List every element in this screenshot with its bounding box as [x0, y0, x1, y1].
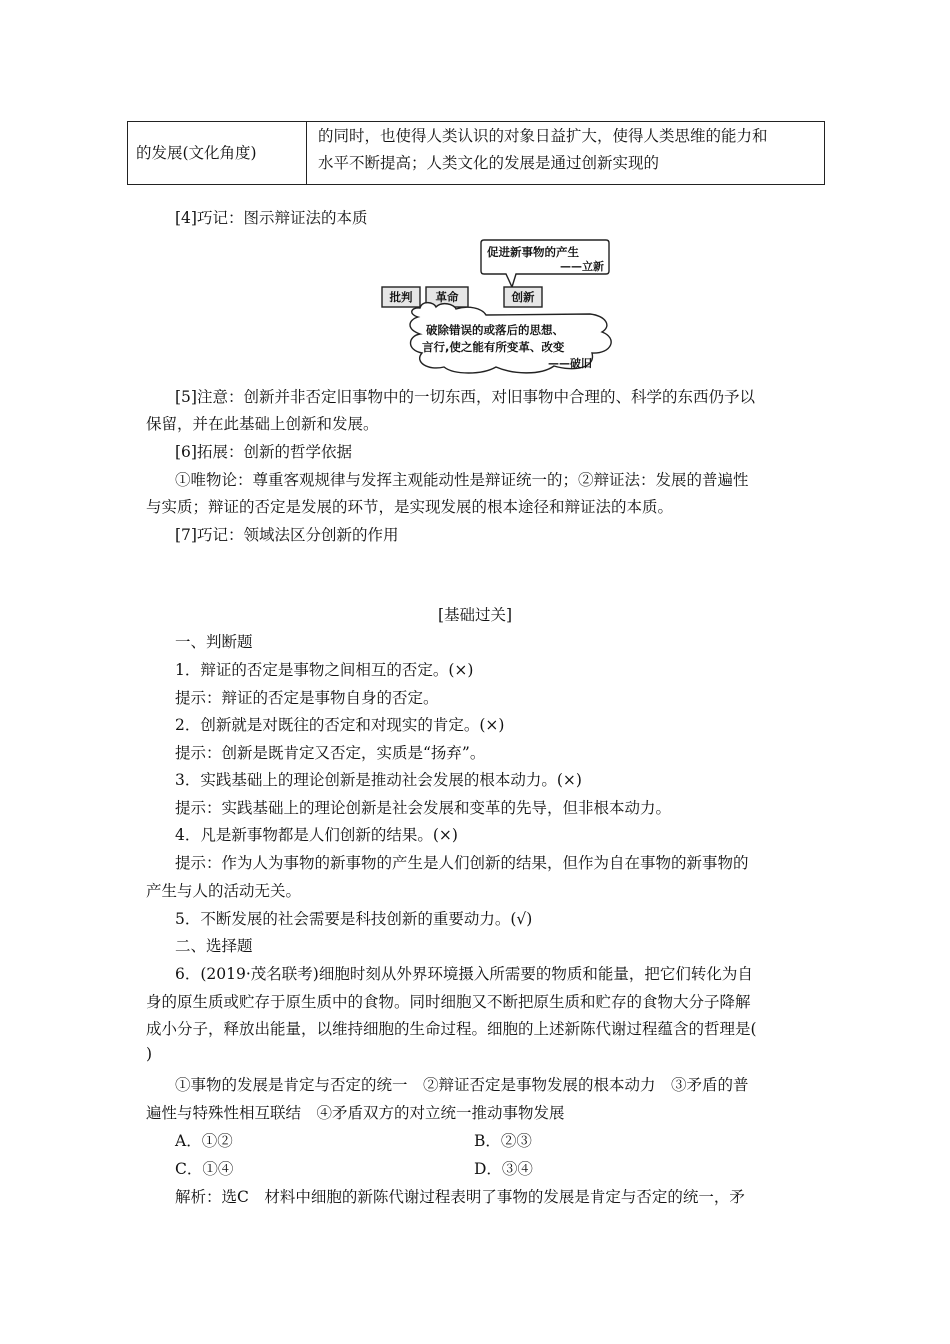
q6-line1: 6．(2019·茂名联考)细胞时刻从外界环境摄入所需要的物质和能量，把它们转化为自 [175, 965, 753, 983]
q6-line2: 身的原生质或贮存于原生质中的食物。同时细胞又不断把原生质和贮存的食物大分子降解 [146, 993, 751, 1011]
bottom-bubble-line1: 破除错误的或落后的思想、 [426, 323, 564, 337]
box-revolution: 革命 [435, 290, 459, 304]
option-c: C．①④ [175, 1160, 234, 1178]
summary-table [127, 121, 825, 185]
bottom-bubble-line3: ——破旧 [548, 357, 592, 370]
q3: 3．实践基础上的理论创新是推动社会发展的根本动力。(×) [175, 771, 582, 789]
option-d: D．③④ [474, 1160, 533, 1178]
q6-line4: ) [146, 1045, 153, 1063]
note5-line1: [5]注意：创新并非否定旧事物中的一切东西，对旧事物中合理的、科学的东西仍予以 [175, 388, 755, 406]
section-title: [基础过关] [437, 606, 513, 624]
note5-line2: 保留，并在此基础上创新和发展。 [146, 415, 379, 433]
q6-items-line2: 遍性与特殊性相互联结 ④矛盾双方的对立统一推动事物发展 [146, 1104, 565, 1122]
ext6-line1: ①唯物论：尊重客观规律与发挥主观能动性是辩证统一的；②辩证法：发展的普遍性 [175, 471, 749, 489]
top-bubble-line2: ——立新 [560, 260, 604, 273]
q6-line3: 成小分子，释放出能量，以维持细胞的生命过程。细胞的上述新陈代谢过程蕴含的哲理是( [146, 1020, 757, 1038]
table-left-cell: 的发展(文化角度) [128, 122, 307, 184]
box-innovation: 创新 [511, 290, 535, 304]
option-a: A．①② [175, 1132, 233, 1150]
analysis: 解析：选C 材料中细胞的新陈代谢过程表明了事物的发展是肯定与否定的统一，矛 [175, 1188, 745, 1206]
q6-items-line1: ①事物的发展是肯定与否定的统一 ②辩证否定是事物发展的根本动力 ③矛盾的普 [175, 1076, 749, 1094]
option-b: B．②③ [474, 1132, 532, 1150]
q3-hint: 提示：实践基础上的理论创新是社会发展和变革的先导，但非根本动力。 [175, 799, 672, 817]
bottom-bubble-line2: 言行,使之能有所变革、改变 [422, 340, 565, 354]
dialectics-diagram [378, 234, 618, 376]
tip4: [4]巧记：图示辩证法的本质 [175, 209, 368, 227]
q1-hint: 提示：辩证的否定是事物自身的否定。 [175, 689, 439, 707]
table-right-cell: 的同时，也使得人类认识的对象日益扩大，使得人类思维的能力和 水平不断提高；人类文化的发展是通过创新实现的 [318, 127, 768, 172]
ext6-heading: [6]拓展：创新的哲学依据 [175, 443, 352, 461]
part2-title: 二、选择题 [175, 937, 253, 955]
q4: 4．凡是新事物都是人们创新的结果。(×) [175, 826, 458, 844]
q1: 1．辩证的否定是事物之间相互的否定。(×) [175, 661, 474, 679]
ext6-line2: 与实质；辩证的否定是发展的环节，是实现发展的根本途径和辩证法的本质。 [146, 498, 674, 516]
top-bubble-line1: 促进新事物的产生 [487, 245, 579, 259]
q2: 2．创新就是对既往的否定和对现实的肯定。(×) [175, 716, 505, 734]
part1-title: 一、判断题 [175, 633, 253, 651]
q4-hint-line2: 产生与人的活动无关。 [146, 882, 302, 900]
tip7: [7]巧记：领域法区分创新的作用 [175, 526, 399, 544]
q2-hint: 提示：创新是既肯定又否定，实质是“扬弃”。 [175, 744, 486, 762]
q5: 5．不断发展的社会需要是科技创新的重要动力。(√) [175, 910, 533, 928]
q4-hint-line1: 提示：作为人为事物的新事物的产生是人们创新的结果，但作为自在事物的新事物的 [175, 854, 749, 872]
box-critique: 批判 [389, 290, 413, 304]
